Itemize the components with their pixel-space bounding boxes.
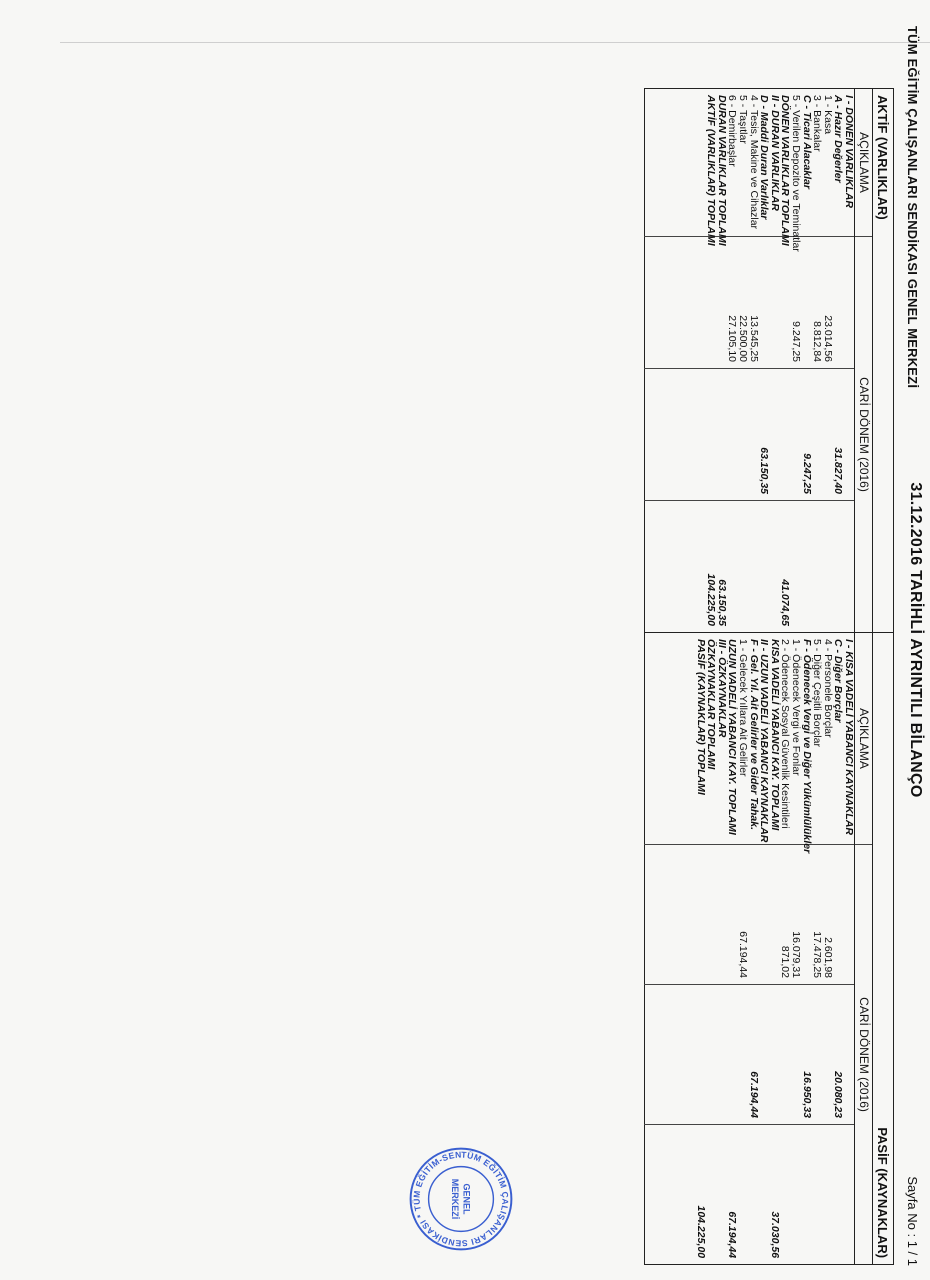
- pasif-col-a: 17.478,25: [812, 845, 823, 985]
- pasif-col-a: 871,02: [780, 845, 791, 985]
- pasif-col-c: 37.030,56: [769, 1125, 780, 1265]
- pasif-col-b: [759, 985, 770, 1125]
- aktif-desc-header: AÇIKLAMA: [855, 89, 873, 237]
- table-row: [727, 89, 738, 1265]
- aktif-col-b: 9.247,25: [801, 369, 812, 501]
- aktif-col-c: 104.225,00: [706, 501, 717, 633]
- pasif-col-c: 67.194,44: [727, 1125, 738, 1265]
- page-number: Sayfa No : 1 / 1: [905, 1176, 920, 1266]
- aktif-col-c: [748, 501, 759, 633]
- aktif-col-b: [716, 369, 727, 501]
- aktif-col-c: [843, 501, 854, 633]
- pasif-row-label: I - KISA VADELİ YABANCI KAYNAKLAR: [843, 633, 854, 845]
- pasif-desc-header: AÇIKLAMA: [855, 633, 873, 845]
- pasif-col-c: [812, 1125, 823, 1265]
- pasif-col-a: [748, 845, 759, 985]
- aktif-col-a: 23.014,56: [822, 237, 833, 369]
- filler-cell: [645, 1125, 696, 1265]
- pasif-col-b: 16.950,33: [801, 985, 812, 1125]
- table-row: [801, 89, 812, 1265]
- pasif-row-label: III - ÖZKAYNAKLAR: [716, 633, 727, 845]
- aktif-row-label: 4 - Tesis, Makine ve Cihazlar: [747, 95, 760, 230]
- pasif-col-a: [716, 845, 727, 985]
- balance-table: [644, 88, 894, 1265]
- aktif-row-label: I - DÖNEN VARLIKLAR: [843, 95, 855, 208]
- table-row: [769, 89, 780, 1265]
- aktif-col-b: [822, 369, 833, 501]
- pasif-col-c: [790, 1125, 801, 1265]
- aktif-col-b: [737, 369, 748, 501]
- pasif-col-c: [822, 1125, 833, 1265]
- aktif-col-a: [706, 237, 717, 369]
- aktif-col-c: [833, 501, 844, 633]
- union-seal-stamp: [407, 1145, 515, 1253]
- pasif-col-a: [801, 845, 812, 985]
- aktif-col-b: [769, 369, 780, 501]
- pasif-row-label: 4 - Personele Borçlar: [822, 633, 833, 845]
- pasif-col-a: [727, 845, 738, 985]
- aktif-col-c: [790, 501, 801, 633]
- pasif-col-a: 2.601,98: [822, 845, 833, 985]
- pasif-col-b: [706, 985, 717, 1125]
- table-row: [780, 89, 791, 1265]
- aktif-col-a: 13.545,25: [748, 237, 759, 369]
- aktif-row-label: DURAN VARLIKLAR TOPLAMI: [715, 95, 728, 246]
- pasif-col-a: [706, 845, 717, 985]
- pasif-col-a: [759, 845, 770, 985]
- pasif-col-a: [833, 845, 844, 985]
- aktif-col-b: [706, 369, 717, 501]
- pasif-row-label: ÖZKAYNAKLAR TOPLAMI: [706, 633, 717, 845]
- table-row: [759, 89, 770, 1265]
- filler-cell: [645, 89, 696, 237]
- svg-text:MERKEZİ: MERKEZİ: [450, 1178, 460, 1220]
- table-row: [790, 89, 801, 1265]
- aktif-row-label: [695, 89, 706, 237]
- pasif-row-label: PASİF (KAYNAKLAR) TOPLAMI: [695, 633, 706, 845]
- pasif-col-b: [716, 985, 727, 1125]
- aktif-col-c: 41.074,65: [780, 501, 791, 633]
- aktif-col-a: [769, 237, 780, 369]
- pasif-col-c: [759, 1125, 770, 1265]
- table-row: [706, 89, 717, 1265]
- pasif-col-b: [780, 985, 791, 1125]
- pasif-section-title: PASİF (KAYNAKLAR): [873, 633, 894, 1265]
- aktif-col-a: 8.812,84: [812, 237, 823, 369]
- aktif-row-label: DÖNEN VARLIKLAR TOPLAMI: [779, 95, 792, 246]
- aktif-row-label: 6 - Demirbaşlar: [726, 95, 739, 167]
- aktif-col-a: [843, 237, 854, 369]
- aktif-row-label: AKTİF (VARLIKLAR) TOPLAMI: [705, 95, 718, 246]
- filler-cell: [645, 845, 696, 985]
- table-row: [822, 89, 833, 1265]
- table-row: [812, 89, 823, 1265]
- pasif-col-b: [843, 985, 854, 1125]
- aktif-col-c: 63.150,35: [716, 501, 727, 633]
- pasif-row-label: II - UZUN VADELİ YABANCI KAYNAKLAR: [759, 633, 770, 845]
- pasif-col-b: [790, 985, 801, 1125]
- pasif-row-label: 1 - Ödenecek Vergi ve Fonlar: [790, 633, 801, 845]
- aktif-row-label: C - Ticari Alacaklar: [800, 95, 813, 189]
- pasif-row-label: 1 - Gelecek Yıllara Ait Gelirler: [737, 633, 748, 845]
- pasif-row-label: 5 - Diğer Çeşitli Borçlar: [812, 633, 823, 845]
- pasif-row-label: F - Gel. Yıl. Ait Gelirler ve Gider Tahak.: [748, 633, 759, 845]
- aktif-col-b: [748, 369, 759, 501]
- aktif-col-c: [695, 501, 706, 633]
- filler-cell: [645, 237, 696, 369]
- aktif-col-b: [843, 369, 854, 501]
- aktif-col-a: 9.247,25: [790, 237, 801, 369]
- aktif-row-label: 5 - Verilen Depozito ve Teminatlar: [790, 95, 803, 252]
- pasif-row-label: F - Ödenecek Vergi ve Diğer Yükümlülükler: [801, 633, 812, 845]
- filler-row: [645, 89, 696, 1265]
- aktif-col-b: [812, 369, 823, 501]
- aktif-col-c: [812, 501, 823, 633]
- aktif-col-b: 31.827,40: [833, 369, 844, 501]
- aktif-period-header: CARİ DÖNEM (2016): [855, 237, 873, 633]
- aktif-col-b: [780, 369, 791, 501]
- filler-cell: [645, 501, 696, 633]
- pasif-col-c: [843, 1125, 854, 1265]
- aktif-row-label: II - DURAN VARLIKLAR: [768, 95, 781, 211]
- table-row: [716, 89, 727, 1265]
- table-row: [748, 89, 759, 1265]
- pasif-col-c: [748, 1125, 759, 1265]
- svg-text:TÜM EĞİTİM ÇALIŞANLARI SENDİKA: TÜM EĞİTİM ÇALIŞANLARI SENDİKASI * TÜM EĞİTİM-SEN: [411, 1149, 511, 1249]
- aktif-row-label: 3 - Bankalar: [811, 95, 824, 152]
- pasif-row-label: C - Diğer Borçlar: [833, 633, 844, 845]
- table-row: [695, 89, 706, 1265]
- aktif-col-c: [769, 501, 780, 633]
- aktif-row-label: 1 - Kasa: [821, 95, 834, 135]
- aktif-col-c: [759, 501, 770, 633]
- pasif-row-label: KISA VADELİ YABANCI KAY. TOPLAMI: [769, 633, 780, 845]
- pasif-period-header: CARİ DÖNEM (2016): [855, 845, 873, 1265]
- table-row: [833, 89, 844, 1265]
- aktif-section-title: AKTİF (VARLIKLAR): [873, 89, 894, 633]
- aktif-col-b: [790, 369, 801, 501]
- pasif-col-a: [769, 845, 780, 985]
- aktif-col-b: [727, 369, 738, 501]
- aktif-row-label: D - Maddi Duran Varlıklar: [758, 95, 771, 220]
- aktif-col-c: [801, 501, 812, 633]
- pasif-col-a: 16.079,31: [790, 845, 801, 985]
- filler-cell: [645, 985, 696, 1125]
- filler-cell: [645, 633, 696, 845]
- aktif-col-a: [833, 237, 844, 369]
- aktif-col-a: 27.105,10: [727, 237, 738, 369]
- aktif-row-label: A - Hazır Değerler: [832, 95, 845, 183]
- document-title: 31.12.2016 TARİHLİ AYRINTILI BİLANÇO: [907, 482, 924, 798]
- pasif-col-b: 67.194,44: [748, 985, 759, 1125]
- pasif-col-c: [706, 1125, 717, 1265]
- aktif-col-a: 22.500,00: [737, 237, 748, 369]
- pasif-row-label: 2 - Ödenecek Sosyal Güvenlik Kesintileri: [780, 633, 791, 845]
- pasif-col-b: [737, 985, 748, 1125]
- pasif-col-b: [769, 985, 780, 1125]
- pasif-col-b: [822, 985, 833, 1125]
- pasif-col-b: [812, 985, 823, 1125]
- pasif-col-a: [843, 845, 854, 985]
- aktif-col-a: [780, 237, 791, 369]
- company-name: TÜM EĞİTİM ÇALIŞANLARI SENDİKASI GENEL MERKEZİ: [905, 26, 920, 389]
- table-row: [737, 89, 748, 1265]
- filler-cell: [645, 369, 696, 501]
- pasif-col-c: 104.225,00: [695, 1125, 706, 1265]
- pasif-col-a: [695, 845, 706, 985]
- pasif-col-b: [695, 985, 706, 1125]
- pasif-col-a: 67.194,44: [737, 845, 748, 985]
- aktif-row-label: 5 - Taşıtlar: [737, 95, 750, 144]
- pasif-col-c: [801, 1125, 812, 1265]
- aktif-col-c: [822, 501, 833, 633]
- pasif-col-b: 20.080,23: [833, 985, 844, 1125]
- aktif-col-a: [759, 237, 770, 369]
- pasif-col-c: [716, 1125, 727, 1265]
- pasif-row-label: UZUN VADELİ YABANCI KAY. TOPLAMI: [727, 633, 738, 845]
- aktif-col-b: 63.150,35: [759, 369, 770, 501]
- aktif-col-a: [695, 237, 706, 369]
- pasif-col-c: [780, 1125, 791, 1265]
- aktif-col-c: [727, 501, 738, 633]
- aktif-col-b: [695, 369, 706, 501]
- pasif-col-c: [737, 1125, 748, 1265]
- aktif-col-c: [737, 501, 748, 633]
- aktif-col-a: [716, 237, 727, 369]
- table-row: [843, 89, 854, 1265]
- pasif-col-b: [727, 985, 738, 1125]
- aktif-col-a: [801, 237, 812, 369]
- svg-text:GENEL: GENEL: [461, 1183, 472, 1215]
- pasif-col-c: [833, 1125, 844, 1265]
